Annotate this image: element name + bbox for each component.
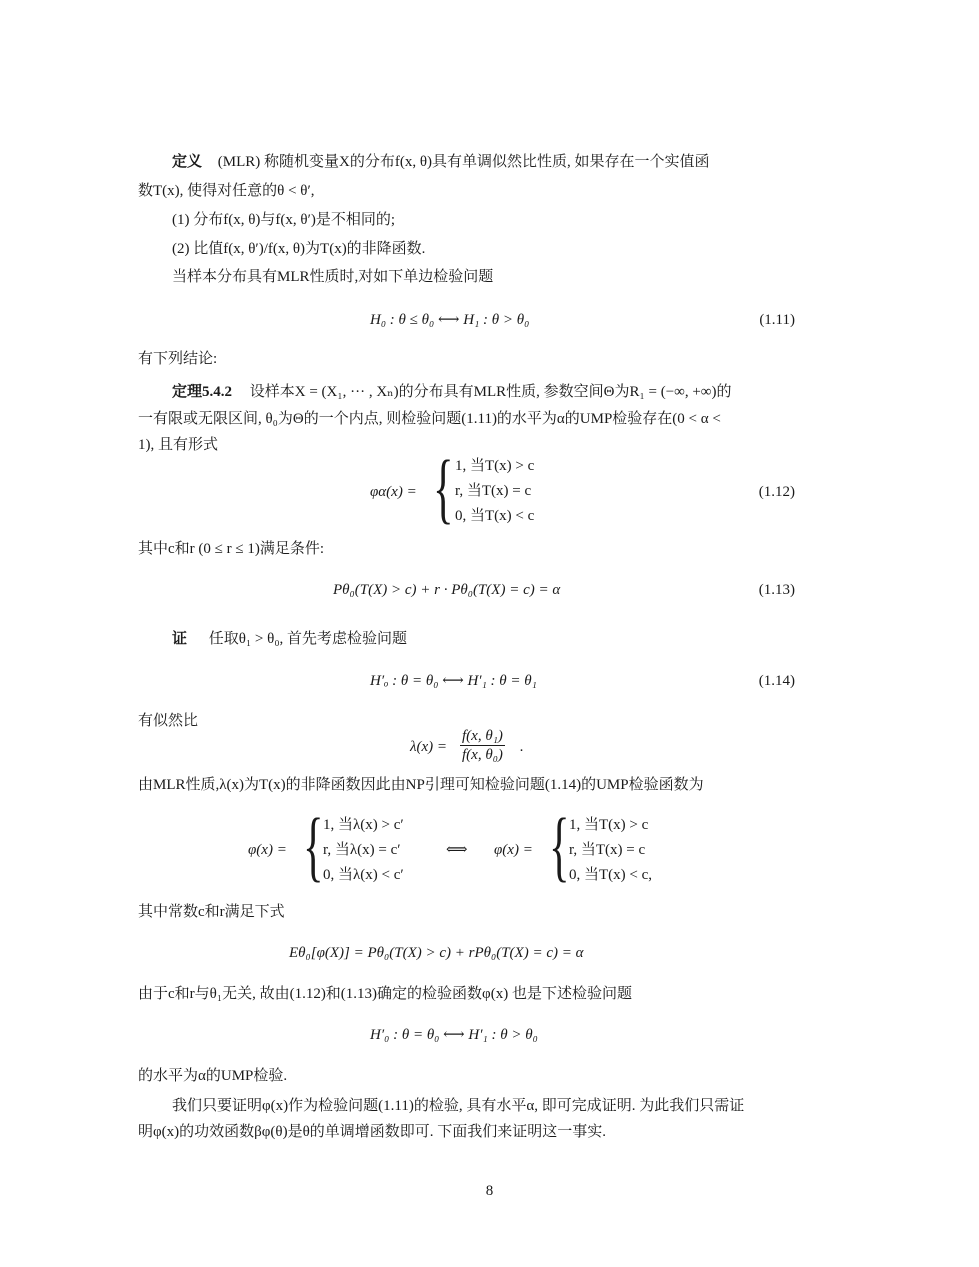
theorem-line-2: 一有限或无限区间, θ₀为Θ的一个内点, 则检验问题(1.11)的水平为α的UMP检验存在(0 < α < (138, 411, 721, 427)
final-line-2: 明φ(x)的功效函数βφ(θ)是θ的单调增函数即可. 下面我们来证明这一事实. (138, 1124, 607, 1140)
constants-text: 其中常数c和r满足下式 (138, 904, 285, 920)
theorem-label: 定理5.4.2 (172, 384, 233, 400)
definition-line-3: 当样本分布具有MLR性质时,对如下单边检验问题 (172, 269, 494, 285)
definition-item-2: (2) 比值f(x, θ′)/f(x, θ)为T(x)的非降函数. (172, 241, 426, 257)
equation-number-1-11: (1.11) (759, 312, 795, 328)
final-line-1: 我们只要证明φ(x)作为检验问题(1.11)的检验, 具有水平α, 即可完成证明. 为此我们只需证 (172, 1098, 745, 1114)
phi-iff: ⟺ (446, 842, 468, 858)
phi-left-case-2: r, 当λ(x) = c′ (323, 842, 401, 858)
eq-1-12-case-2: r, 当T(x) = c (455, 483, 532, 499)
likelihood-numerator: f(x, θ₁) (462, 728, 503, 744)
phi-brace-left: { (303, 802, 324, 889)
phi-lhs-left: φ(x) = (248, 842, 287, 858)
eq-1-12-lhs: φα(x) = (370, 484, 417, 500)
conclusion-text: 有下列结论: (138, 351, 218, 367)
ump-text: 的水平为α的UMP检验. (138, 1068, 288, 1084)
likelihood-denominator: f(x, θ₀) (462, 747, 503, 763)
equation-1-11: H₀ : θ ≤ θ₀ ⟷ H₁ : θ > θ₀ (370, 312, 530, 328)
phi-left-case-1: 1, 当λ(x) > c′ (323, 817, 404, 833)
equation-number-1-13: (1.13) (758, 582, 795, 598)
condition-text: 其中c和r (0 ≤ r ≤ 1)满足条件: (138, 541, 325, 557)
phi-brace-right: { (549, 802, 570, 889)
likelihood-intro: 有似然比 (138, 713, 199, 729)
likelihood-lhs: λ(x) = (410, 739, 448, 755)
definition-text-1: (MLR) 称随机变量X的分布f(x, θ)具有单调似然比性质, 如果存在一个实值函 (217, 154, 710, 170)
phi-lhs-right: φ(x) = (494, 842, 533, 858)
equation-number-1-14: (1.14) (758, 673, 795, 689)
eq-1-12-brace: { (433, 444, 454, 531)
theorem-text-1: 设样本X = (X₁, ··· , Xₙ)的分布具有MLR性质, 参数空间Θ为R₁ = (−∞, +∞)的 (249, 384, 732, 400)
page-number: 8 (485, 1183, 494, 1199)
equation-1-13: Pθ₀(T(X) > c) + r · Pθ₀(T(X) = c) = α (333, 582, 561, 598)
theorem-line-1 (172, 382, 732, 402)
definition-line-2: 数T(x), 使得对任意的θ < θ′, (138, 183, 315, 199)
definition-item-1: (1) 分布f(x, θ)与f(x, θ′)是不相同的; (172, 212, 396, 228)
equation-number-1-12: (1.12) (758, 484, 795, 500)
phi-left-case-3: 0, 当λ(x) < c′ (323, 867, 404, 883)
proof-line-1 (172, 629, 407, 649)
phi-right-case-2: r, 当T(x) = c (569, 842, 646, 858)
eq-1-12-case-3: 0, 当T(x) < c (455, 508, 535, 524)
phi-right-case-3: 0, 当T(x) < c, (569, 867, 653, 883)
definition-label: 定义 (172, 154, 203, 170)
theorem-line-3: 1), 且有形式 (138, 437, 218, 453)
definition-line-1 (172, 152, 710, 172)
proof-label: 证 (172, 631, 188, 647)
equation-h0-prime: H′₀ : θ = θ₀ ⟷ H′₁ : θ > θ₀ (370, 1027, 538, 1043)
likelihood-fraction (460, 727, 505, 764)
since-text: 由于c和r与θ₁无关, 故由(1.12)和(1.13)确定的检验函数φ(x) 也是下述检验问题 (138, 986, 632, 1002)
mlr-text: 由MLR性质,λ(x)为T(x)的非降函数因此由NP引理可知检验问题(1.14)的UMP检验函数为 (138, 777, 704, 793)
equation-expectation: Eθ₀[φ(X)] = Pθ₀(T(X) > c) + rPθ₀(T(X) = c) = α (289, 945, 584, 961)
phi-right-case-1: 1, 当T(x) > c (569, 817, 649, 833)
likelihood-tail: . (520, 739, 524, 755)
proof-text-1: 任取θ₁ > θ₀, 首先考虑检验问题 (208, 631, 408, 647)
equation-1-14: H′ₒ : θ = θ₀ ⟷ H′₁ : θ = θ₁ (370, 673, 537, 689)
eq-1-12-case-1: 1, 当T(x) > c (455, 458, 535, 474)
